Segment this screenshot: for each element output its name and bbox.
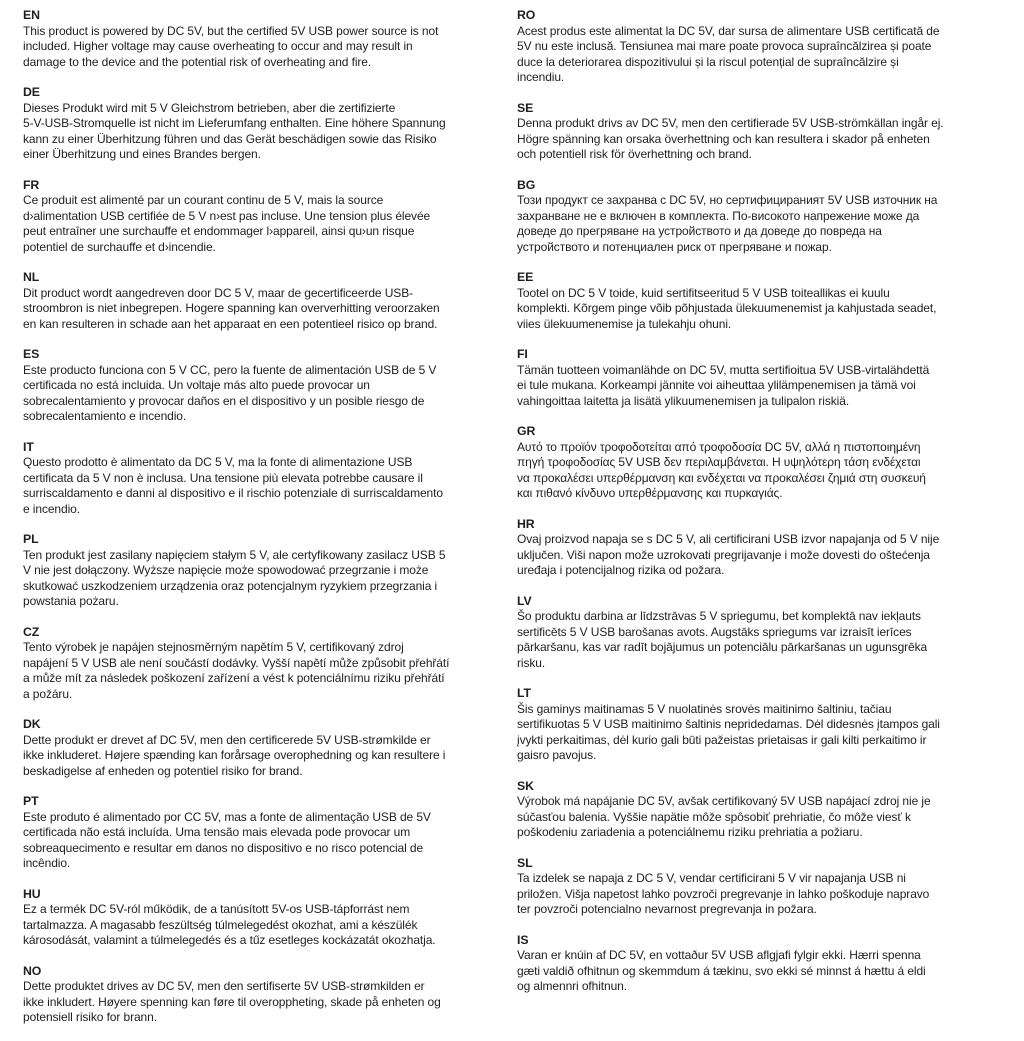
- warning-text-line: Ce produit est alimenté par un courant continu de 5 V, mais la source: [23, 193, 384, 207]
- warning-text-line: tartalmazza. A magasabb feszültség túlmelegedést okozhat, ami a készülék: [23, 917, 418, 932]
- language-code: EN: [23, 8, 40, 22]
- warning-text-line: peut entraîner une surchauffe et endommager l›appareil, ainsi qu›un risque: [23, 224, 415, 238]
- language-section-lv: [517, 594, 1019, 672]
- warning-text-line: och potentiell risk för överhettning och brand.: [517, 147, 752, 161]
- warning-text-line: og almennri ofhitnun.: [517, 979, 627, 993]
- warning-text-line: powstania pożaru.: [23, 594, 119, 608]
- warning-text-line: Ten produkt jest zasilany napięciem stałym 5 V, ale certyfikowany zasilacz USB 5: [23, 547, 446, 562]
- warning-text-line: en kan resulteren in schade aan het apparaat en een potentieel risico op brand.: [23, 316, 438, 331]
- warning-text-line: gæti valdið ofhitnun og skemmdum á tækinu, svo ekki sé minnst á hættu á eldi: [517, 963, 926, 978]
- warning-text-line: Ez a termék DC 5V-ról működik, de a tanúsított 5V-os USB-tápforrást nem: [23, 902, 410, 916]
- language-section-is: [517, 933, 1019, 995]
- language-code: PT: [23, 794, 39, 808]
- warning-text-line: Този продукт се захранва с DC 5V, но сертифицираният 5V USB източник на: [517, 193, 938, 207]
- language-code: IT: [23, 439, 34, 454]
- warning-text-line: ikke inkluderet. Højere spænding kan forårsage overophedning og kan resultere i: [23, 748, 446, 762]
- warning-text-line: 5-V-USB-Stromquelle ist nicht im Lieferumfang enthalten. Eine höhere Spannung: [23, 116, 446, 130]
- language-section-sk: [517, 779, 1019, 841]
- warning-text-line: uključen. Viši napon može uzrokovati pregrijavanje i može dovesti do oštećenja: [517, 547, 930, 562]
- language-section-de: [23, 85, 511, 163]
- warning-text-line: Tämän tuotteen voimanlähde on DC 5V, mutta sertifioitua 5V USB-virtalähdettä: [517, 362, 930, 377]
- warning-text-line: e incendio.: [23, 501, 80, 516]
- language-code: BG: [517, 177, 536, 192]
- warning-text-line: V nie jest dołączony. Wyższe napięcie może spowodować przegrzanie i może: [23, 563, 429, 577]
- language-code: FI: [517, 347, 528, 361]
- language-section-es: [23, 347, 511, 425]
- warning-text-line: poškodeniu zariadenia a potenciálnemu riziku prehriatia a požiaru.: [517, 825, 863, 839]
- warning-text-line: устройството и потенциален риск от прегряване и пожар.: [517, 239, 832, 254]
- warning-text-line: damage to the device and the potential risk of overheating and fire.: [23, 54, 372, 69]
- warning-text-line: gaisro pavojus.: [517, 748, 597, 762]
- language-section-se: [517, 101, 1019, 163]
- warning-text-line: included. Higher voltage may cause overheating to occur and may result in: [23, 39, 413, 53]
- warning-text-line: Ta izdelek se napaja z DC 5 V, vendar certificirani 5 V vir napajanja USB ni: [517, 871, 906, 885]
- warning-text-line: захранване не е включен в комплекта. По-високото напрежение може да: [517, 208, 920, 223]
- warning-text-line: Šis gaminys maitinamas 5 V nuolatinės srovės maitinimo šaltiniu, tačiau: [517, 701, 892, 716]
- language-code: NL: [23, 270, 40, 284]
- warning-text-line: risku.: [517, 655, 546, 670]
- warning-text-line: Varan er knúin af DC 5V, en vottaður 5V USB aflgjafi fylgir ekki. Hærri spenna: [517, 948, 921, 962]
- warning-text-line: πηγή τροφοδοσίας 5V USB δεν περιλαμβάνεται. Η υψηλότερη τάση ενδέχεται: [517, 455, 921, 469]
- warning-text-line: να προκαλέσει υπερθέρμανση και ενδέχεται να προκαλέσει ζημιά στη συσκευή: [517, 470, 926, 485]
- warning-text-line: sertifikuotas 5 V USB maitinimo šaltinis nepridedamas. Dėl didesnės įtampos gali: [517, 717, 940, 731]
- right-column: [517, 8, 1019, 1010]
- language-section-gr: [517, 424, 1019, 502]
- warning-text-line: pārkaršanu, kas var radīt bojājumus un potenciālu pārkaršanas un ugunsgrēka: [517, 640, 928, 654]
- warning-text-line: sobreaquecimento e resultar em danos no dispositivo e no risco potencial de: [23, 840, 424, 855]
- warning-text-line: duce la deteriorarea dispozitivului și la riscul potențial de supraîncălzire și: [517, 54, 899, 69]
- warning-text-line: Šo produktu darbina ar līdzstrāvas 5 V spriegumu, bet komplektā nav iekļauts: [517, 609, 921, 623]
- warning-text-line: skutkować uszkodzeniem urządzenia oraz potencjalnym ryzykiem przegrzania i: [23, 578, 438, 593]
- warning-text-line: Högre spänning kan orsaka överhettning och kan resultera i skador på enheten: [517, 131, 930, 146]
- warning-text-line: Αυτό το προϊόν τροφοδοτείται από τροφοδοσία DC 5V, αλλά η πιστοποιημένη: [517, 439, 921, 454]
- warning-text-line: surriscaldamento e danni al dispositivo e il rischio potenziale di surriscaldamento: [23, 486, 443, 500]
- warning-text-line: Tootel on DC 5 V toide, kuid sertifitseeritud 5 V USB toiteallikas ei kuulu: [517, 285, 890, 300]
- language-code: ES: [23, 347, 40, 361]
- language-section-hu: [23, 887, 511, 949]
- language-code: RO: [517, 8, 536, 22]
- language-section-pl: [23, 532, 511, 610]
- language-code: NO: [23, 963, 42, 978]
- warning-text-line: incendiu.: [517, 70, 565, 84]
- language-section-fr: [23, 178, 511, 256]
- language-section-fi: [517, 347, 1019, 409]
- warning-text-line: certificada não está incluída. Uma tensão mais elevada pode provocar um: [23, 825, 411, 839]
- warning-text-line: Acest produs este alimentat la DC 5V, dar sursa de alimentare USB certificată de: [517, 23, 940, 38]
- language-section-no: [23, 964, 511, 1026]
- language-code: DK: [23, 717, 41, 731]
- language-code: PL: [23, 532, 39, 546]
- language-code: SK: [517, 778, 534, 793]
- warning-text-line: Ovaj proizvod napaja se s DC 5 V, ali certificirani USB izvor napajanja od 5 V nije: [517, 532, 940, 546]
- warning-text-line: sobrecalentamiento e incendio.: [23, 409, 187, 423]
- language-code: LT: [517, 686, 531, 700]
- warning-text-line: sobrecalentamiento y provocar daños en el dispositivo y un posible riesgo de: [23, 393, 425, 408]
- language-section-cz: [23, 625, 511, 703]
- warning-text-line: Este produto é alimentado por CC 5V, mas a fonte de alimentação USB de 5V: [23, 809, 431, 824]
- warning-text-line: sertificēts 5 V USB barošanas avots. Augstāks spriegums var izraisīt ierīces: [517, 624, 912, 639]
- language-code: DE: [23, 85, 40, 99]
- language-code: GR: [517, 424, 536, 438]
- language-section-ro: [517, 8, 1019, 86]
- warning-text-line: potensiell risiko for brann.: [23, 1010, 157, 1024]
- warning-text-line: доведе до прегряване на устройството и да доведе до повреда на: [517, 224, 882, 238]
- language-section-ee: [517, 270, 1019, 332]
- language-section-en: [23, 8, 511, 70]
- warning-text-line: Tento výrobek je napájen stejnosměrným napětím 5 V, certifikovaný zdroj: [23, 640, 404, 654]
- language-code: SL: [517, 855, 533, 870]
- warning-text-line: certificada no está incluida. Un voltaje más alto puede provocar un: [23, 378, 370, 392]
- warning-text-line: a požáru.: [23, 686, 73, 701]
- language-code: SE: [517, 100, 534, 115]
- warning-text-line: beskadigelse af enheden og potentiel risiko for brand.: [23, 763, 303, 778]
- warning-text-line: súčasťou balenia. Vyššie napätie môže spôsobiť prehriatie, čo môže viesť k: [517, 809, 911, 824]
- language-code: EE: [517, 270, 534, 284]
- warning-text-line: ter povzroči potencialno nevarnost pregrevanja in požara.: [517, 902, 817, 916]
- left-column: [23, 8, 511, 1041]
- language-section-pt: [23, 794, 511, 872]
- warning-text-line: Výrobok má napájanie DC 5V, avšak certifikovaný 5V USB napájací zdroj nie je: [517, 794, 931, 808]
- warning-text-line: stroombron is niet inbegrepen. Hogere spanning kan oververhitting veroorzaken: [23, 301, 440, 315]
- warning-text-line: vahingoittaa laitetta ja lisätä ylikuumenemisen ja tulipalon riskiä.: [517, 393, 850, 408]
- warning-text-line: komplekti. Kõrgem pinge võib põhjustada ülekuumenemist ja kahjustada seadet,: [517, 301, 937, 315]
- language-section-hr: [517, 517, 1019, 579]
- warning-text-line: Denna produkt drivs av DC 5V, men den certifierade 5V USB-strömkällan ingår ej.: [517, 116, 944, 130]
- language-code: CZ: [23, 624, 40, 639]
- warning-text-line: ikke inkludert. Høyere spenning kan føre til overoppheting, skade på enheten og: [23, 994, 441, 1009]
- warning-text-line: napájení 5 V USB ale není součástí dodávky. Vyšší napětí může způsobit přehřátí: [23, 655, 450, 670]
- warning-text-line: This product is powered by DC 5V, but the certified 5V USB power source is not: [23, 23, 439, 38]
- language-code: HR: [517, 516, 535, 531]
- language-code: HU: [23, 886, 41, 901]
- warning-text-line: kann zu einer Überhitzung führen und das Gerät beschädigen sowie das Risiko: [23, 131, 437, 146]
- warning-text-line: Dette produktet drives av DC 5V, men den sertifiserte 5V USB-strømkilden er: [23, 979, 425, 993]
- warning-text-line: priložen. Višja napetost lahko povzroči pregrevanje in lahko poškoduje napravo: [517, 886, 930, 901]
- language-section-lt: [517, 686, 1019, 764]
- warning-text-line: ei tule mukana. Korkeampi jännite voi aiheuttaa ylilämpenemisen ja tämä voi: [517, 378, 916, 392]
- language-section-dk: [23, 717, 511, 779]
- warning-text-line: Dit product wordt aangedreven door DC 5 V, maar de gecertificeerde USB-: [23, 285, 413, 300]
- language-code: LV: [517, 593, 532, 608]
- warning-text-line: uređaja i potencijalnog rizika od požara.: [517, 563, 725, 577]
- warning-text-line: incêndio.: [23, 856, 71, 870]
- warning-text-line: Dieses Produkt wird mit 5 V Gleichstrom betrieben, aber die zertifizierte: [23, 100, 396, 115]
- language-code: IS: [517, 932, 529, 947]
- language-code: FR: [23, 177, 40, 192]
- warning-text-line: a může mít za následek poškození zařízení a vést k potenciálnímu riziku přehřátí: [23, 671, 445, 685]
- warning-text-line: įvykti perkaitimas, dėl kurio gali būti pažeistas prietaisas ir gali kilti perkaitimo ir: [517, 732, 927, 747]
- warning-text-line: 5V nu este inclusă. Tensiunea mai mare poate provoca supraîncălzirea și poate: [517, 39, 932, 53]
- warning-text-line: viies ülekuumenemise ja tulekahju ohuni.: [517, 316, 732, 331]
- warning-text-line: d›alimentation USB certifiée de 5 V n›est pas incluse. Une tension plus élevée: [23, 208, 431, 223]
- warning-text-line: Este producto funciona con 5 V CC, pero la fuente de alimentación USB de 5 V: [23, 362, 437, 377]
- warning-text-line: károsodását, valamint a túlmelegedés és a tűz esetleges kockázatát okozhatja.: [23, 933, 436, 947]
- warning-text-line: potentiel de surchauffe et d›incendie.: [23, 239, 216, 254]
- warning-text-line: και πιθανό κίνδυνο υπερθέρμανσης και πυρκαγιάς.: [517, 486, 783, 500]
- warning-text-line: certificata da 5 V non è inclusa. Una tensione più elevata potrebbe causare il: [23, 470, 423, 485]
- language-section-sl: [517, 856, 1019, 918]
- language-section-it: [23, 440, 511, 518]
- warning-text-line: Dette produkt er drevet af DC 5V, men den certificerede 5V USB-strømkilde er: [23, 732, 431, 747]
- warning-text-line: Questo prodotto è alimentato da DC 5 V, ma la fonte di alimentazione USB: [23, 455, 413, 469]
- language-section-nl: [23, 270, 511, 332]
- warning-text-line: einer Überhitzung und eines Brandes bergen.: [23, 147, 261, 161]
- language-section-bg: [517, 178, 1019, 256]
